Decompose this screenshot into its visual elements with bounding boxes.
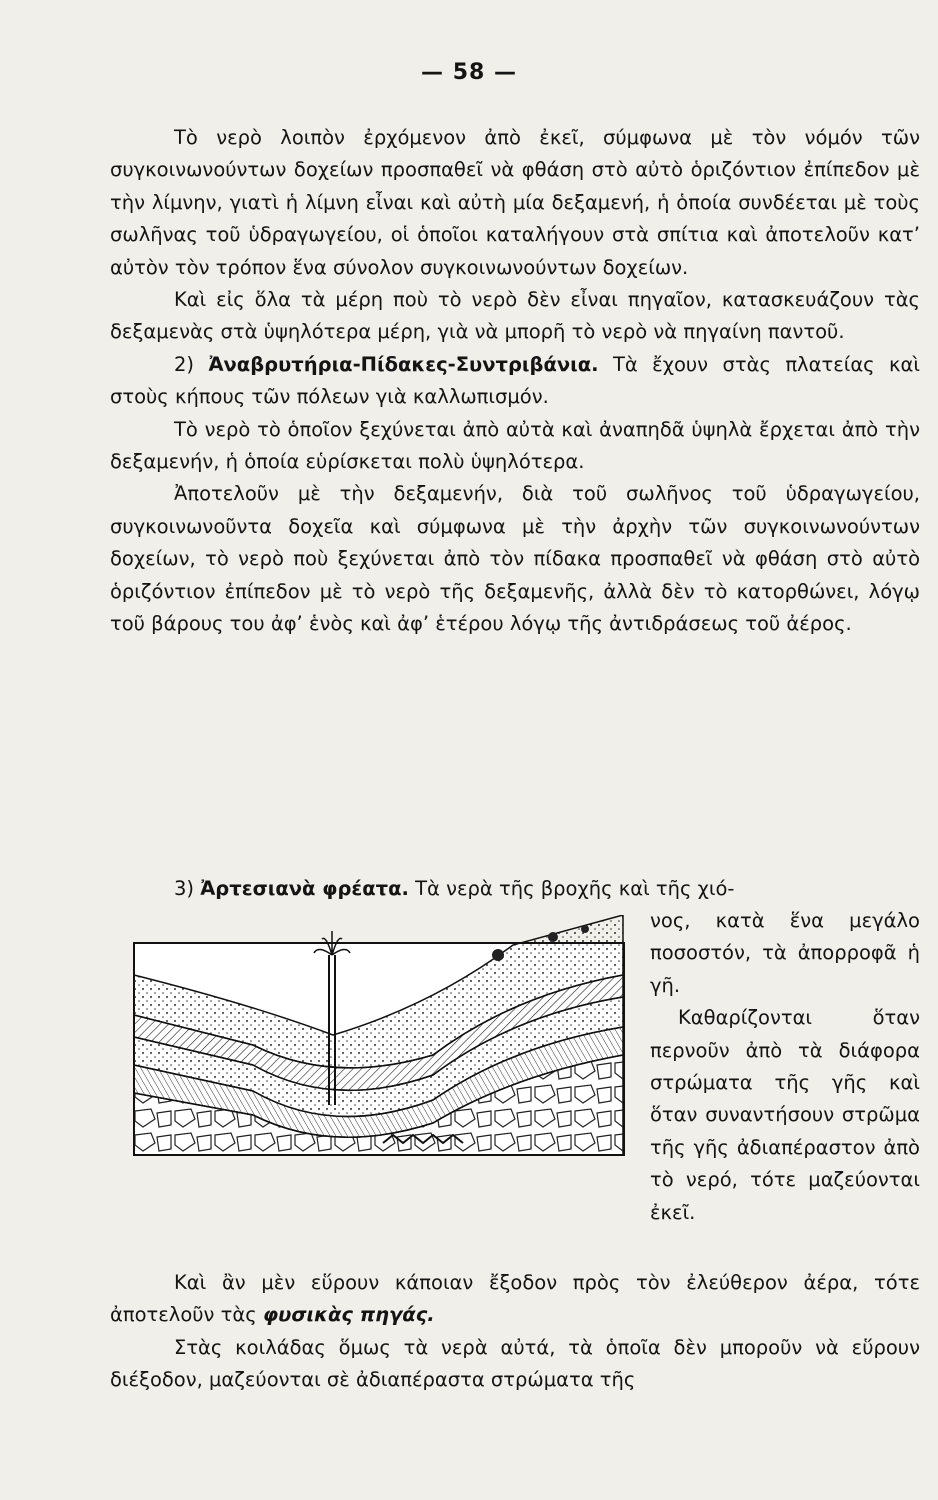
lower-text-block <box>110 1267 920 1397</box>
paragraph-text: Τὰ ἔχουν στὰς πλατείας καὶ στοὺς κήπους τῶν πόλεων γιὰ καλλωπισμόν. <box>110 352 920 409</box>
paragraph: Καθαρίζονται ὅταν περνοῦν ἀπὸ τὰ διάφορα στρώματα τῆς γῆς καὶ ὅταν συναντήσουν στρῶμα τῆς γῆς ἀδιαπέραστον ἀπὸ τὸ νερό, τότε μαζεύονται ἐκεῖ. <box>650 1006 920 1224</box>
section-heading: Ἀρτεσιανὰ φρέατα. <box>200 877 409 900</box>
section-paragraph <box>110 873 920 905</box>
paragraph: Ἀποτελοῦν μὲ τὴν δεξαμενήν, διὰ τοῦ σωλῆνος τοῦ ὑδραγωγείου, συγκοινωνοῦντα δοχεῖα καὶ σύμφωνα μὲ τὴν ἀρχὴν τῶν συγκοινωνούντων δοχείων, τὸ νερὸ ποὺ ξεχύνεται ἀπὸ τὸν πίδακα προσπαθεῖ νὰ φθάση στὸ αὐτὸ ὁριζόντιον ἐπίπεδον μὲ τὸ νερὸ τῆς δεξαμενῆς, ἀλλὰ δὲν τὸ κατορθώνει, λόγῳ τοῦ βάρους του ἀφ’ ἑνὸς καὶ ἀφ’ ἑτέρου λόγῳ τῆς ἀντιδράσεως τοῦ ἀέρος. <box>110 482 920 636</box>
paragraph: Στὰς κοιλάδας ὅμως τὰ νερὰ αὐτά, τὰ ὁποῖα δὲν μποροῦν νὰ εὕρουν διέξοδον, μαζεύονται σὲ ἀδιαπέραστα στρώματα τῆς <box>110 1335 920 1392</box>
paragraph: Τὸ νερὸ λοιπὸν ἐρχόμενον ἀπὸ ἐκεῖ, σύμφωνα μὲ τὸν νόμόν τῶν συγκοινωνούντων δοχείων προσπαθεῖ νὰ φθάση στὸ αὐτὸ ὁριζόντιον ἐπίπεδον μὲ τὴν λίμνην, γιατὶ ἡ λίμνη εἶναι καὶ αὐτὴ μία δεξαμενή, ἡ ὁποία συνδέεται μὲ τοὺς σωλῆνας τοῦ ὑδραγωγείου, οἱ ὁποῖοι καταλήγουν στὰ σπίτια καὶ ἀποτελοῦν κατ’ αὐτὸν τὸν τρόπον ἕνα σύνολον συγκοινωνούντων δοχείων. <box>110 126 920 279</box>
paragraph-text-first-line: Τὰ νερὰ τῆς βροχῆς καὶ τῆς χιό- <box>415 877 735 900</box>
page-number: — 58 — <box>421 60 517 85</box>
artesian-well-illustration <box>133 915 625 1157</box>
section-heading: Ἀναβρυτήρια-Πίδακες-Συντριβάνια. <box>208 352 599 376</box>
main-text-block <box>110 122 920 641</box>
section-number: 2) <box>174 352 195 376</box>
section-paragraph <box>110 349 920 414</box>
paragraph <box>110 1267 920 1332</box>
side-column <box>650 905 920 1229</box>
geological-cross-section <box>133 915 625 1157</box>
paragraph: Τὸ νερὸ τὸ ὁποῖον ξεχύνεται ἀπὸ αὐτὰ καὶ ἀναπηδᾶ ὑψηλὰ ἔρχεται ἀπὸ τὴν δεξαμενήν, ἡ ὁποία εὑρίσκεται πολὺ ὑψηλότερα. <box>110 417 920 474</box>
paragraph-continuation: νος, κατὰ ἕνα μεγάλο ποσοστόν, τὰ ἀπορροφᾶ ἡ γῆ. <box>650 909 920 997</box>
emphasis-text: φυσικὰς πηγάς. <box>262 1303 435 1327</box>
paragraph-text: Καὶ ἂν μὲν εὕρουν κάποιαν ἔξοδον πρὸς τὸν ἐλεύθερον ἀέρα, τότε ἀποτελοῦν τὰς <box>110 1271 920 1327</box>
section-number: 3) <box>174 877 195 900</box>
section-three-block <box>110 873 920 905</box>
paragraph: Καὶ εἰς ὅλα τὰ μέρη ποὺ τὸ νερὸ δὲν εἶναι πηγαῖον, κατασκευάζουν τὰς δεξαμενὰς στὰ ὑψηλότερα μέρη, γιὰ νὰ μπορῆ τὸ νερὸ νὰ πηγαίνη παντοῦ. <box>110 288 920 344</box>
